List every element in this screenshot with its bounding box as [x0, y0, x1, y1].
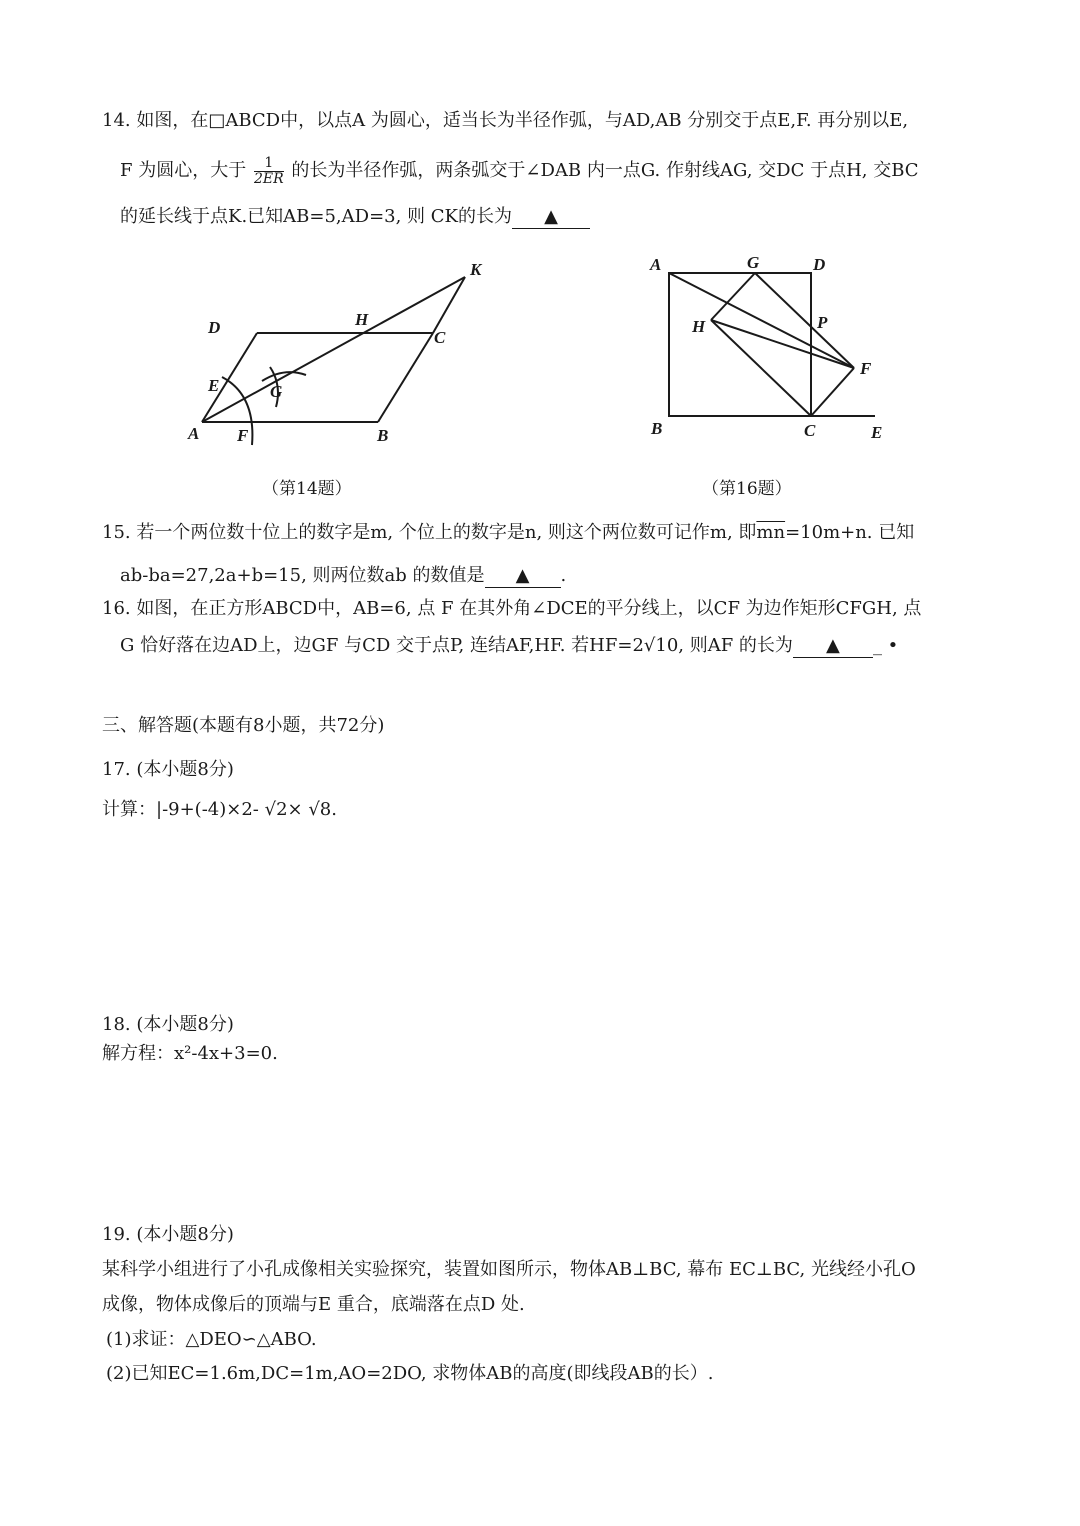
q14-answer-blank: ▲ — [512, 206, 590, 229]
label-e: E — [208, 376, 220, 395]
q14-line-2-part-b: 的长为半径作弧，两条弧交于∠DAB 内一点G. 作射线AG, 交DC 于点H, 交BC — [291, 160, 919, 181]
q14-line-2-part-a: F 为圆心，大于 — [120, 160, 247, 181]
q19-part-1: (1)求证：△DEO∽△ABO. — [106, 1329, 317, 1350]
segment-cf — [811, 368, 854, 416]
label-h: H — [692, 317, 706, 336]
q14-line-2 — [120, 151, 919, 191]
fraction-denominator: 2ER — [253, 170, 284, 187]
q14-line-3 — [120, 206, 590, 229]
label-a: A — [188, 424, 200, 443]
q15-line-2-end: . — [560, 565, 567, 586]
q19-header: 19. (本小题8分) — [102, 1224, 234, 1245]
q18-text: 解方程：x²-4x+3=0. — [102, 1043, 278, 1064]
segment-gf — [755, 273, 854, 368]
fraction-half-er — [254, 156, 284, 187]
label-k: K — [470, 260, 482, 279]
q15-line-1-part-b: =10m+n. 已知 — [785, 522, 915, 543]
q14-line-3-text: 的延长线于点K.已知AB=5,AD=3, 则 CK的长为 — [120, 206, 512, 227]
label-p: P — [817, 313, 828, 332]
ray-ag — [202, 277, 465, 422]
figure-14-caption: （第14题） — [262, 479, 352, 499]
label-d: D — [208, 318, 221, 337]
two-digit-number-mn: $\overline{mn}$ — [756, 522, 786, 543]
label-g: G — [270, 382, 283, 401]
section-3-title: 三、解答题(本题有8小题，共72分) — [102, 715, 385, 736]
label-f: F — [860, 359, 872, 378]
label-b: B — [651, 419, 663, 438]
segment-hf — [711, 320, 854, 368]
figure-16 — [640, 248, 900, 448]
q15-line-2-text: ab-ba=27,2a+b=15, 则两位数ab 的数值是 — [120, 565, 485, 586]
q16-line-2-text: G 恰好落在边AD上，边GF 与CD 交于点P, 连结AF,HF. 若HF=2√10, 则AF 的长为 — [120, 635, 793, 656]
label-c: C — [804, 421, 816, 440]
q19-part-2: (2)已知EC=1.6m,DC=1m,AO=2DO, 求物体AB的高度(即线段AB的长）. — [106, 1363, 714, 1384]
label-a: A — [650, 255, 662, 274]
label-d: D — [813, 255, 826, 274]
q14-line-1: 14. 如图，在□ABCD中，以点A 为圆心，适当长为半径作弧，与AD,AB 分别交于点E,F. 再分别以E, — [102, 110, 909, 131]
label-h: H — [355, 310, 369, 329]
q15-answer-blank: ▲ — [485, 565, 561, 588]
fraction-numerator: 1 — [254, 156, 284, 172]
label-c: C — [434, 328, 446, 347]
q16-line-2 — [120, 635, 898, 658]
q17-header: 17. (本小题8分) — [102, 759, 234, 780]
q16-answer-blank: ▲ — [793, 635, 873, 658]
q19-line-1: 某科学小组进行了小孔成像相关实验探究，装置如图所示，物体AB⊥BC, 幕布 EC⊥BC, 光线经小孔O — [102, 1259, 916, 1280]
q17-text: 计算：|-9+(-4)×2- √2× √8. — [102, 799, 337, 820]
q18-header: 18. (本小题8分) — [102, 1014, 234, 1035]
figure-14 — [180, 255, 500, 455]
segment-hc — [711, 320, 811, 416]
q15-line-1 — [102, 522, 914, 544]
figure-16-caption: （第16题） — [702, 479, 792, 499]
label-b: B — [377, 426, 389, 445]
segment-bc — [378, 333, 433, 422]
q15-line-1-part-a: 15. 若一个两位数十位上的数字是m, 个位上的数字是n, 则这个两位数可记作m, 即 — [102, 522, 757, 543]
q15-line-2 — [120, 565, 566, 588]
q19-line-2: 成像，物体成像后的顶端与E 重合，底端落在点D 处. — [102, 1294, 525, 1315]
q16-line-2-end: _ • — [872, 635, 899, 656]
label-e: E — [871, 423, 883, 442]
label-g: G — [747, 253, 760, 272]
q16-line-1: 16. 如图，在正方形ABCD中，AB=6, 点 F 在其外角∠DCE的平分线上，以CF 为边作矩形CFGH, 点 — [102, 598, 922, 619]
label-f: F — [237, 426, 249, 445]
